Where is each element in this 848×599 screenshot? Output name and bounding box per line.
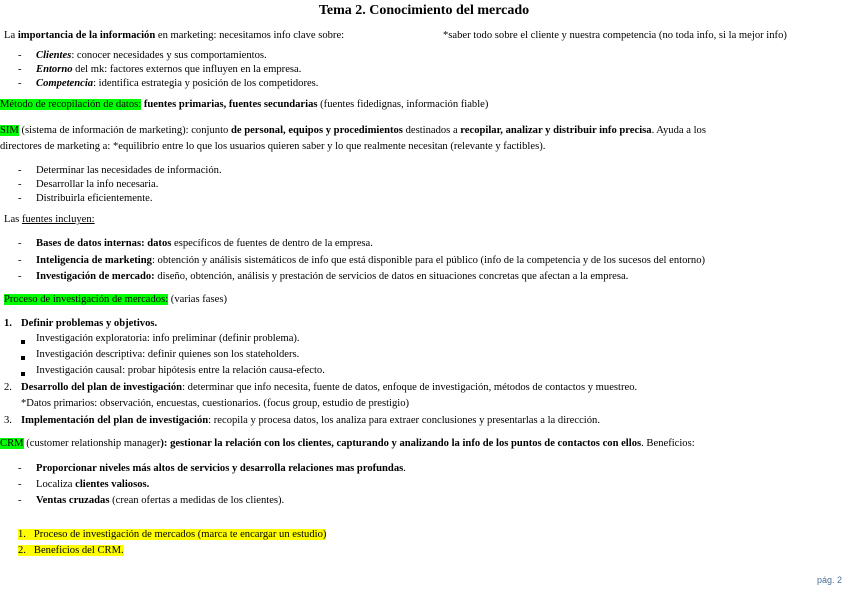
- page-number: pág. 2: [816, 575, 842, 585]
- highlight-green: Método de recopilación de datos:: [0, 99, 142, 110]
- list-dash: -: [18, 255, 22, 266]
- metodo-paragraph: Método de recopilación de datos: fuentes primarias, fuentes secundarias (fuentes fidedignas, información fiable): [0, 99, 489, 110]
- highlight-green: SIM: [0, 125, 19, 136]
- list-item: Bases de datos internas: datos específicos de fuentes de dentro de la empresa.: [36, 238, 373, 249]
- list-item: Proporcionar niveles más altos de servicios y desarrolla relaciones mas profundas.: [36, 463, 406, 474]
- intro-pre: La: [4, 30, 18, 41]
- step-number: 3.: [4, 415, 12, 426]
- bullet-square: [21, 335, 25, 348]
- list-dash: -: [18, 179, 22, 190]
- crm-paragraph: CRM (customer relationship manager): gestionar la relación con los clientes, capturando y analizando la info de los puntos de contactos con ellos. Beneficios:: [0, 438, 695, 449]
- step-title: Definir problemas y objetivos.: [21, 318, 158, 329]
- sub-item: Investigación descriptiva: definir quienes son los stateholders.: [36, 349, 300, 360]
- proceso-heading: Proceso de investigación de mercados: (varias fases): [4, 294, 227, 305]
- intro-note: *saber todo sobre el cliente y nuestra competencia (no toda info, si la mejor info): [443, 30, 787, 41]
- fuentes-heading: Las fuentes incluyen:: [4, 214, 95, 225]
- list-dash: -: [18, 271, 22, 282]
- step-item: Implementación del plan de investigación: recopila y procesa datos, los analiza para extraer conclusiones y presentarlas a la dirección.: [21, 415, 600, 426]
- list-dash: -: [18, 193, 22, 204]
- step-item: Desarrollo del plan de investigación: determinar que info necesita, fuente de datos, enfoque de investigación, métodos de contactos y muestreo.: [21, 382, 638, 393]
- list-dash: -: [18, 64, 22, 75]
- list-item: Distribuirla eficientemente.: [36, 193, 153, 204]
- list-dash: -: [18, 78, 22, 89]
- intro-paragraph: [4, 29, 344, 42]
- intro-bold: importancia de la información: [17, 30, 156, 41]
- sim-paragraph-line2: directores de marketing a: *equilibrio entre lo que los usuarios quieren saber y lo que realmente necesitan (relevante y factibles).: [0, 141, 546, 152]
- sub-item: Investigación exploratoria: info preliminar (definir problema).: [36, 333, 300, 344]
- pending-item: 2. Beneficios del CRM.: [18, 545, 124, 556]
- list-dash: -: [18, 238, 22, 249]
- intro-post: en marketing: necesitamos info clave sobre:: [155, 30, 345, 41]
- page-title: Tema 2. Conocimiento del mercado: [318, 3, 530, 18]
- bullet-square: [21, 367, 25, 380]
- list-item: Investigación de mercado: diseño, obtención, análisis y prestación de servicios de datos en situaciones concretas que afectan a la empresa.: [36, 271, 629, 282]
- step-number: 2.: [4, 382, 12, 393]
- bullet-square: [21, 351, 25, 364]
- list-dash: -: [18, 463, 22, 474]
- list-dash: -: [18, 50, 22, 61]
- list-item: Inteligencia de marketing: obtención y análisis sistemáticos de info que está disponible para el público (info de la competencia y de los sucesos del entorno): [36, 255, 706, 266]
- list-item: Desarrollar la info necesaria.: [36, 179, 159, 190]
- list-item: Ventas cruzadas (crean ofertas a medidas de los clientes).: [36, 495, 285, 506]
- sim-paragraph: SIM (sistema de información de marketing): conjunto de personal, equipos y procedimientos destinados a recopilar, analizar y distribuir info precisa. Ayuda a los: [0, 125, 706, 136]
- pending-item: 1. Proceso de investigación de mercados (marca te encargar un estudio): [18, 529, 327, 540]
- step-note: *Datos primarios: observación, encuestas, cuestionarios. (focus group, estudio de prestigio): [21, 398, 410, 409]
- list-dash: -: [18, 479, 22, 490]
- sub-item: Investigación causal: probar hipótesis entre la relación causa-efecto.: [36, 365, 325, 376]
- list-item: Determinar las necesidades de información.: [36, 165, 222, 176]
- step-number: 1.: [4, 318, 12, 329]
- list-dash: -: [18, 165, 22, 176]
- list-item: Competencia: identifica estrategia y posición de los competidores.: [36, 78, 319, 89]
- highlight-green: Proceso de investigación de mercados:: [4, 294, 169, 305]
- highlight-green: CRM: [0, 438, 24, 449]
- list-item: Clientes: conocer necesidades y sus comportamientos.: [36, 50, 267, 61]
- list-dash: -: [18, 495, 22, 506]
- list-item: Localiza clientes valiosos.: [36, 479, 150, 490]
- list-item: Entorno del mk: factores externos que influyen en la empresa.: [36, 64, 302, 75]
